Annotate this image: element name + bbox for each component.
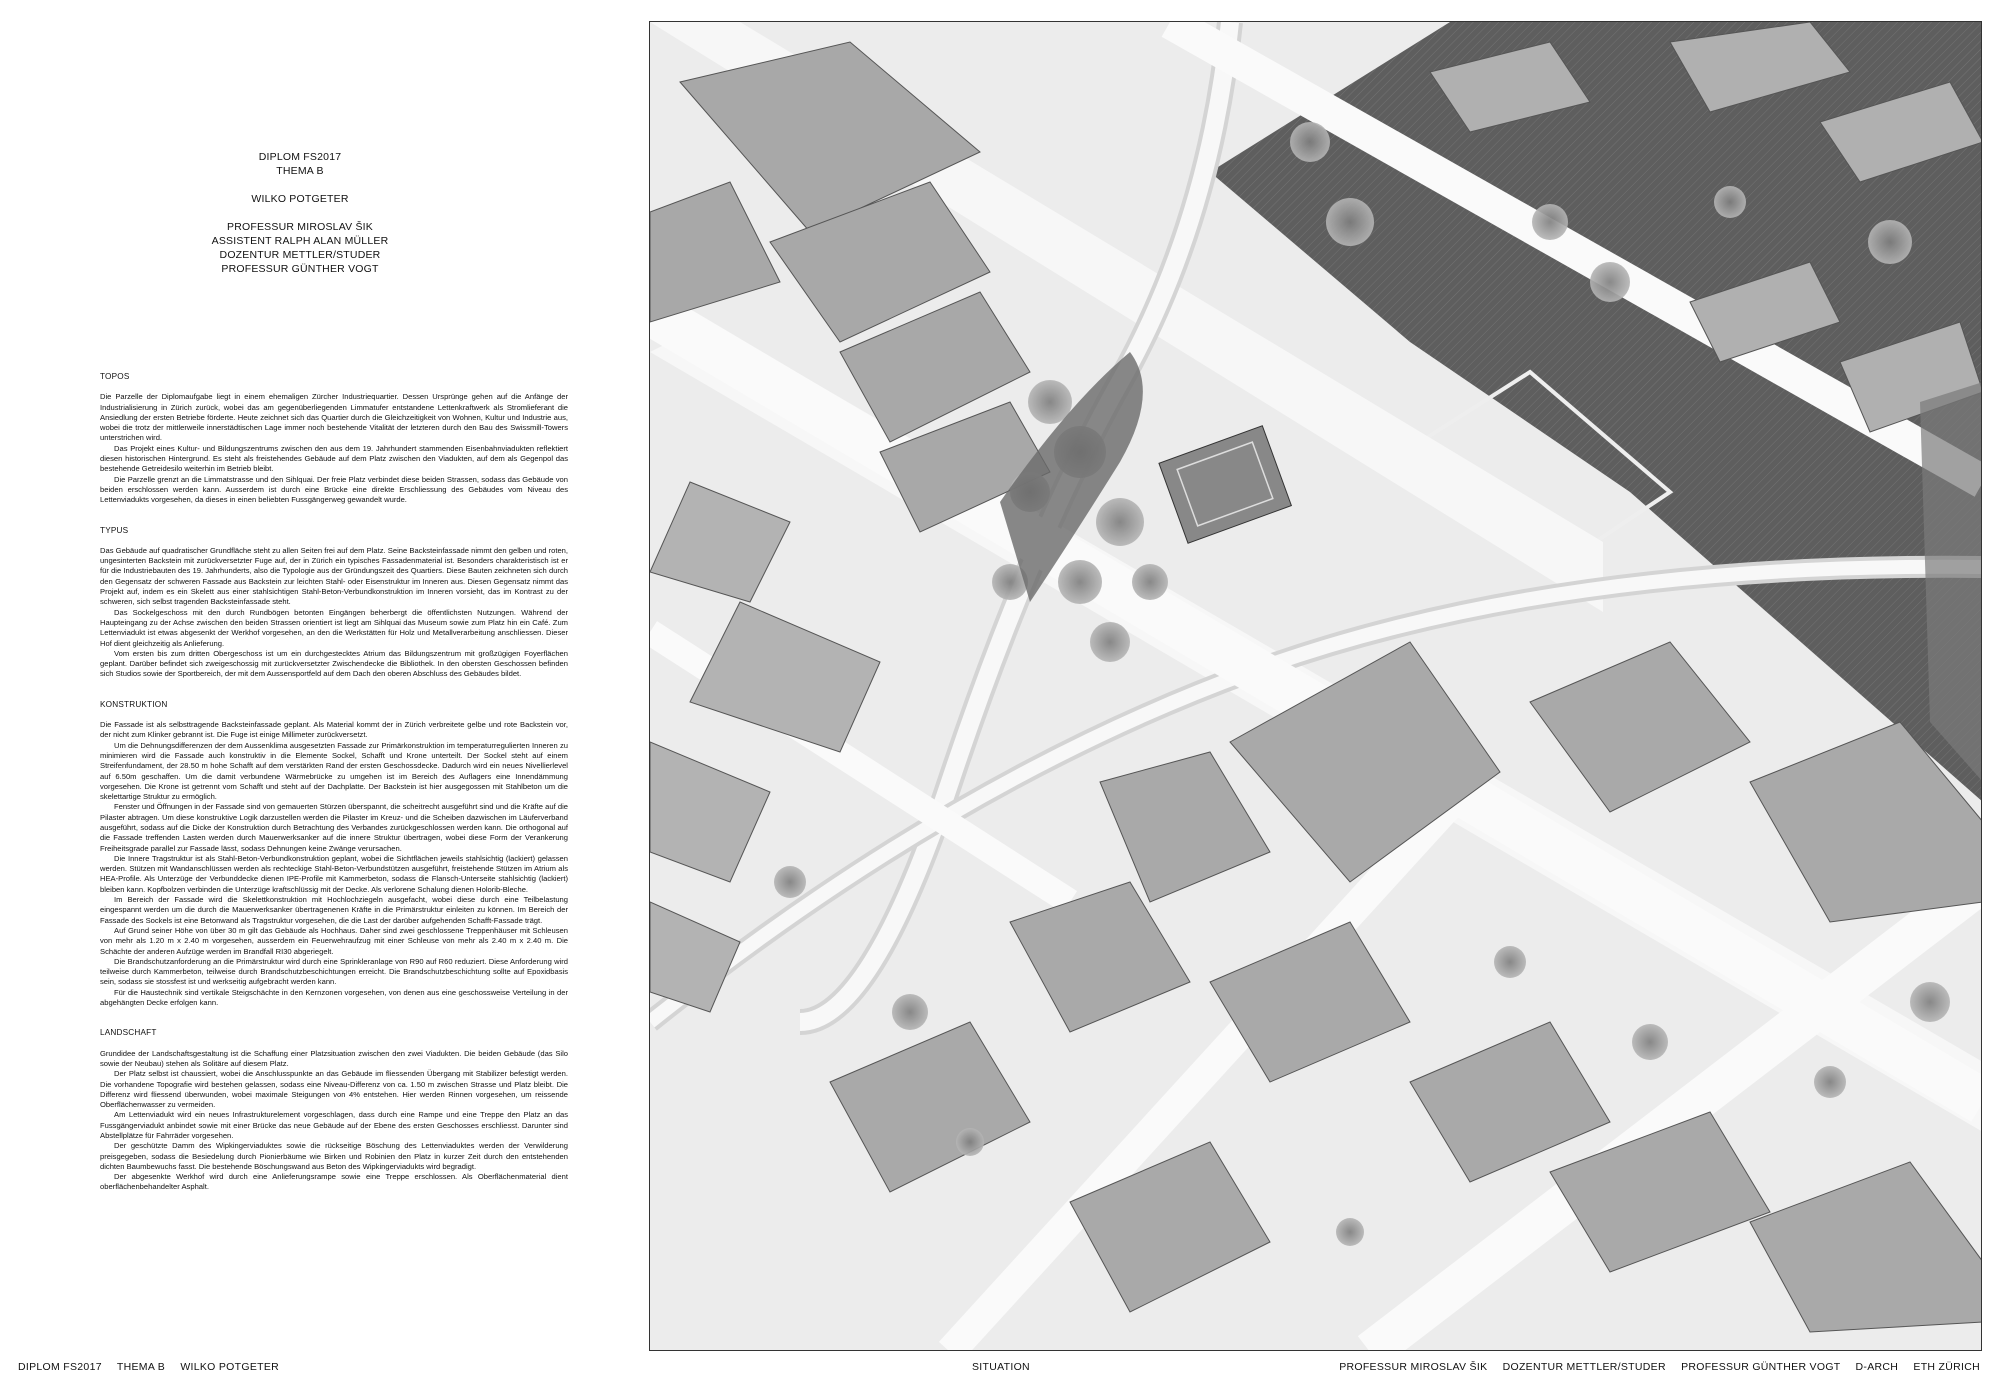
paragraph: Die Fassade ist als selbsttragende Backsteinfassade geplant. Als Material kommt der in Zürich verbreitete gelbe und rote Backstein vor, der nicht zum Klinker gebrannt ist. Die Fuge ist einige Millimeter zurückversetzt. <box>100 720 568 740</box>
paragraph: Die Brandschutzanforderung an die Primärstruktur wird durch eine Sprinkleranlage von R90 auf R60 reduziert. Diese Anforderung wird teilweise durch Kammerbeton, teilweise durch Brandschutzbeschichtungen erreicht. Die Brandschutzbeschichtung sollte auf Epoxidbasis sein, sodass sie stossfest ist und werkseitig aufgebracht werden kann. <box>100 956 568 987</box>
section-landschaft <box>100 1028 568 1192</box>
paragraph: Grundidee der Landschaftsgestaltung ist die Schaffung einer Platzsituation zwischen den zwei Viadukten. Die beiden Gebäude (das Silo sowie der Neubau) stehen als Solitäre auf diesem Platz. <box>100 1048 568 1068</box>
diploma-line: DIPLOM FS2017 <box>258 151 342 163</box>
paragraph: Für die Haustechnik sind vertikale Steigschächte in den Kernzonen vorgesehen, von denen aus eine geschossweise Verteilung in der abgehängten Decke erfolgen kann. <box>100 987 568 1008</box>
author-name: WILKO POTGETER <box>251 193 349 205</box>
paragraph: Im Bereich der Fassade wird die Skelettkonstruktion mit Hochlochziegeln ausgefacht, wobei diese durch eine Teilbelastung eingespannt werden um die durch die Mauerwerksanker übertragenenen Kräfte in die Primärstruktur einleiten zu können. Im Bereich der Fassade des Sockels ist eine Betonwand als Tragstruktur vorgesehen, die die Last der darüber aufgehenden Schafft-Fassade trägt. <box>100 895 568 925</box>
theme-line: THEMA B <box>276 165 324 177</box>
section-typus <box>100 526 568 680</box>
staff-line-1: PROFESSUR MIROSLAV ŠIK <box>227 221 373 233</box>
paragraph: Das Projekt eines Kultur- und Bildungszentrums zwischen den aus dem 19. Jahrhundert stammenden Eisenbahnviadukten reflektiert diesen historischen Hintergrund. Es steht als freistehendes Gebäude auf dem Platz zwischen den Viadukten, auf dem als Gegenpol das bestehende Getreidesilo weiterhin im Betrieb bleibt. <box>100 443 568 474</box>
paragraph: Am Lettenviadukt wird ein neues Infrastrukturelement vorgeschlagen, dass durch eine Rampe und eine Treppe den Platz an das Fussgängerviadukt anbindet sowie mit einer Brücke das neue Gebäude auf der Ebene des ersten Geschosses erschliesst. Darunter sind Abstellplätze für Fahrräder vorgesehen. <box>100 1110 568 1140</box>
footer-school: ETH ZÜRICH <box>1913 1361 1980 1373</box>
footer-theme: THEMA B <box>116 1361 166 1373</box>
section-heading: KONSTRUKTION <box>100 699 168 709</box>
footer-diploma: DIPLOM FS2017 <box>18 1361 102 1373</box>
body-text <box>100 372 568 1213</box>
paragraph: Vom ersten bis zum dritten Obergeschoss ist um ein durchgestecktes Atrium das Bildungszentrum mit großzügigen Foyerflächen geplant. Darüber befindet sich zweigeschossig mit zurückversetzter Zwischendecke die Bibliothek. In den obersten Geschossen befinden sich Studios sowie der Sportbereich, der mit dem Aussensportfeld auf dem Dach den oberen Abschluss des Gebäudes bildet. <box>100 648 568 679</box>
paragraph: Der abgesenkte Werkhof wird durch eine Anlieferungsrampe sowie eine Treppe erschlossen. Als Oberflächenmaterial dient oberflächenbehandelter Asphalt. <box>100 1172 568 1192</box>
paragraph: Die Parzelle der Diplomaufgabe liegt in einem ehemaligen Zürcher Industriequartier. Dessen Ursprünge gehen auf die Anfänge der Industrialisierung in Zürich zurück, wobei das am gegenüberliegenden Limmatufer entstandene Lettenkraftwerk als Stromlieferant die Ansiedlung der ersten Betriebe förderte. Heute zeichnet sich das Quartier durch die Gleichzeitigkeit von Wohnen, Kultur und Industrie aus, wobei die trotz der mittlerweile innerstädtischen Lage immer noch bestehende Vitalität der letzteren durch den Bau des Swissmill-Towers unterstrichen wird. <box>100 392 568 443</box>
paragraph: Der Platz selbst ist chaussiert, wobei die Anschlusspunkte an das Gebäude im fliessenden Übergang mit Stabilizer befestigt werden. Die vorhandene Topografie wird bestehen gelassen, sodass eine Niveau-Differenz von ca. 1.50 m zwischen Strasse und Platz bleibt. Die Differenz wird fliessend überwunden, wobei maximale Steigungen von 4% entstehen. Hier werden Rinnen vorgesehen, um reissende Oberflächenwasser zu vermeiden. <box>100 1069 568 1110</box>
footer-right <box>1327 1361 1980 1373</box>
footer-left <box>18 1361 291 1373</box>
footer-dozentur: DOZENTUR METTLER/STUDER <box>1502 1361 1666 1373</box>
site-plan <box>649 21 1982 1351</box>
staff-line-3: DOZENTUR METTLER/STUDER <box>219 249 381 261</box>
paragraph: Das Gebäude auf quadratischer Grundfläche steht zu allen Seiten frei auf dem Platz. Seine Backsteinfassade nimmt den gelben und roten, ungesinterten Backstein mit zurückversetzter Fuge auf, der in Zürich ein typisches Fassadenmaterial ist. Besonders charakteristisch ist er für die Industriebauten des 19. Jahrhunderts, also die Typologie aus der Gründungszeit des Quartiers. Diese Bauten zeichneten sich durch den Gegensatz der schweren Fassade aus Backstein zur leichten Stahl- oder Eisenstruktur im Inneren aus. Diesen Gegensatz nimmt das Projekt auf, indem es ein Skelett aus einer stahlsichtigen Stahl-Beton-Verbundkonstruktion im Inneren vorsieht, das im Kontrast zu der schweren, sich selbst tragenden Backsteinfassade steht. <box>100 545 568 607</box>
paragraph: Auf Grund seiner Höhe von über 30 m gilt das Gebäude als Hochhaus. Daher sind zwei geschlossene Treppenhäuser mit Schleusen von mehr als 1.20 m x 2.40 m vorgesehen, ausserdem ein Feuerwehraufzug mit einer Schleuse von mehr als 2.40 m x 2.40 m. Die Schächte der anderen Aufzüge werden im Brandfall RI30 abgeriegelt. <box>100 925 568 956</box>
paragraph: Um die Dehnungsdifferenzen der dem Aussenklima ausgesetzten Fassade zur Primärkonstruktion im temperaturregulierten Inneren zu minimieren wird die Fassade auch konstruktiv in die Elemente Sockel, Schafft und Krone unterteilt. Der Sockel steht auf einem Streifenfundament, der 28.50 m hohe Schafft auf dem verstärkten Rand der ersten Geschossdecke. Dadurch wird ein neues Nivellierlevel auf 6.50m geschaffen. Um die damit verbundene Wärmebrücke zu umgehen ist im Bereich des Auflagers eine Innendämmung vorgesehen. Die Krone ist getrennt vom Schafft und steht auf der Dachplatte. Der Backstein ist hier ausgegossen mit Stahlbeton um die skelettartige Struktur zu ermöglich. <box>100 740 568 802</box>
footer-author: WILKO POTGETER <box>180 1361 280 1373</box>
footer-professor: PROFESSUR MIROSLAV ŠIK <box>1339 1361 1488 1373</box>
paragraph: Die Parzelle grenzt an die Limmatstrasse und den Sihlquai. Der freie Platz verbindet diese beiden Strassen, sodass das Gebäude von beiden erschlossen werden kann. Ausserdem ist durch eine Brücke eine direkte Erschliessung des Gebäudes vom Niveau des Lettenviadukts vorgesehen, da dieses in einen beliebten Fussgängerweg gewandelt wurde. <box>100 474 568 505</box>
staff-line-4: PROFESSUR GÜNTHER VOGT <box>221 263 379 275</box>
section-topos <box>100 372 568 506</box>
section-heading: TYPUS <box>100 525 129 535</box>
paragraph: Das Sockelgeschoss mit den durch Rundbögen betonten Eingängen beherbergt die öffentlichsten Nutzungen. Während der Haupteingang zu der Achse zwischen den beiden Strassen orientiert ist liegt am Sihlquai das Museum sowie zum Platz hin ein Café. Zum Lettenviadukt ist etwas abgesenkt der Werkhof vorgesehen, an den die Werkstätten für Holz und Metallverarbeitung anschliessen. Dieser Hof dient gleichzeitig als Anlieferung. <box>100 607 568 648</box>
paragraph: Der geschützte Damm des Wipkingerviaduktes sowie die rückseitige Böschung des Lettenviaduktes werden der Verwilderung preisgegeben, sodass die Besiedelung durch Pionierbäume wie Birken und Robinien den Platz in kurzer Zeit durch den entstehenden dichten Baumbewuchs fasst. Die bestehende Böschungswand aus Beton des Wipkingerviadukts wird begradigt. <box>100 1141 568 1171</box>
title-block <box>100 150 500 276</box>
section-heading: TOPOS <box>100 372 130 381</box>
footer-professor-vogt: PROFESSUR GÜNTHER VOGT <box>1681 1361 1841 1373</box>
section-konstruktion <box>100 700 568 1009</box>
footer-department: D-ARCH <box>1855 1361 1899 1373</box>
paragraph: Fenster und Öffnungen in der Fassade sind von gemauerten Stürzen überspannt, die scheitrecht ausgeführt sind und die Kräfte auf die Pilaster abtragen. Um diese konstruktive Logik darzustellen werden die Pilaster im Kreuz- und die Scheiben dazwischen im Läuferverband ausgeführt, sodass auf die Dicke der Konstruktion durch Betrachtung des Verbandes zurückgeschlossen werden kann. Die orthogonal auf die Fassade treffenden Lasten werden durch Mauerwerksanker auf die innere Struktur übertragen, wobei diese Form der Verankerung Freiheitsgrade parallel zur Fassade lässt, sodass Dehnungen keine Zwänge verursachen. <box>100 802 568 853</box>
section-heading: LANDSCHAFT <box>100 1028 157 1038</box>
staff-line-2: ASSISTENT RALPH ALAN MÜLLER <box>211 235 389 247</box>
footer-center: SITUATION <box>972 1361 1030 1373</box>
paragraph: Die Innere Tragstruktur ist als Stahl-Beton-Verbundkonstruktion geplant, wobei die Sichtflächen jeweils stahlsichtig (lackiert) gelassen werden. Stützen mit Wandanschlüssen werden als rechteckige Stahl-Beton-Verbundstützen ausgeführt, freistehende Stützen im Atrium als HEA-Profile. Als Unterzüge der Verbunddecke dienen IPE-Profile mit Kammerbeton, sodass die Flansch-Unterseite stahlsichtig (lackiert) bleiben kann. Kopfbolzen verbinden die Unterzüge kraftschlüssig mit der Decke. Als verlorene Schalung dienen Holorib-Bleche. <box>100 853 568 894</box>
